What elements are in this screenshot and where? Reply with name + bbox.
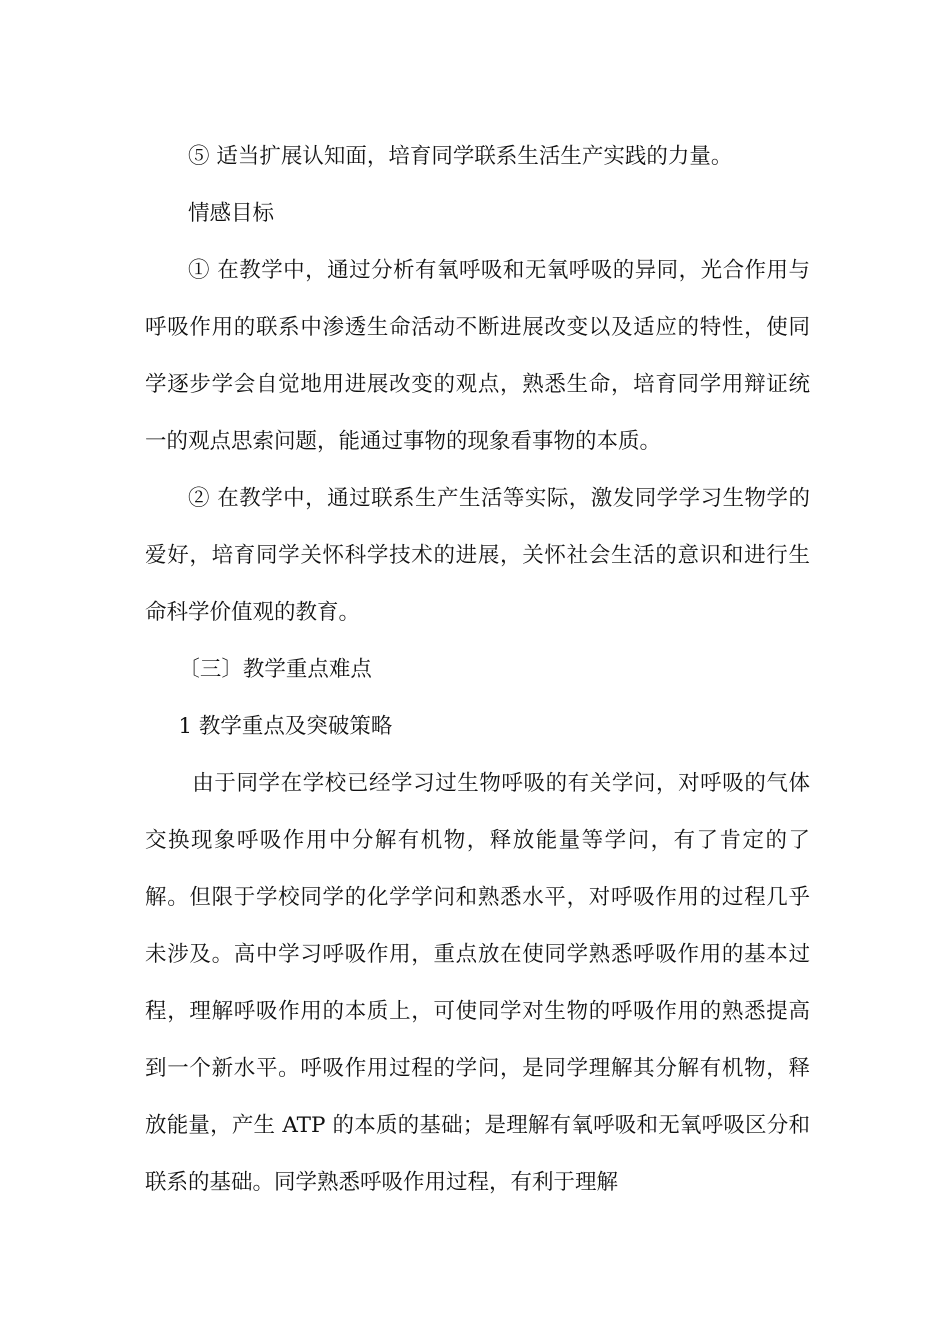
section-heading-key-points: 〔三〕教学重点难点 xyxy=(178,657,372,682)
subsection-heading-teaching-focus: 1 教学重点及突破策略 xyxy=(178,714,393,739)
paragraph-emotional-goal-1: ① 在教学中，通过分析有氧呼吸和无氧呼吸的异同，光合作用与呼吸作用的联系中渗透生命活动不断进展改变以及适应的特性，使同学逐步学会自觉地用进展改变的观点，熟悉生命，培育同学用辩证统一的观点思索问题，能通过事物的现象看事物的本质。 xyxy=(145,258,810,454)
paragraph-emotional-goal-2: ② 在教学中，通过联系生产生活等实际，激发同学学习生物学的爱好，培育同学关怀科学技术的进展，关怀社会生活的意识和进行生命科学价值观的教育。 xyxy=(145,486,810,625)
document-body xyxy=(145,128,810,1211)
paragraph-skill-goal-5: ⑤ 适当扩展认知面，培育同学联系生活生产实践的力量。 xyxy=(188,144,733,169)
paragraph-teaching-focus: 由于同学在学校已经学习过生物呼吸的有关学问，对呼吸的气体交换现象呼吸作用中分解有机物，释放能量等学问，有了肯定的了解。但限于学校同学的化学学问和熟悉水平，对呼吸作用的过程几乎未涉及。高中学习呼吸作用，重点放在使同学熟悉呼吸作用的基本过程，理解呼吸作用的本质上，可使同学对生物的呼吸作用的熟悉提高到一个新水平。呼吸作用过程的学问，是同学理解其分解有机物，释放能量，产生 ATP 的本质的基础；是理解有氧呼吸和无氧呼吸区分和联系的基础。同学熟悉呼吸作用过程，有利于理解 xyxy=(145,771,810,1195)
section-heading-emotional-goals: 情感目标 xyxy=(188,201,275,226)
